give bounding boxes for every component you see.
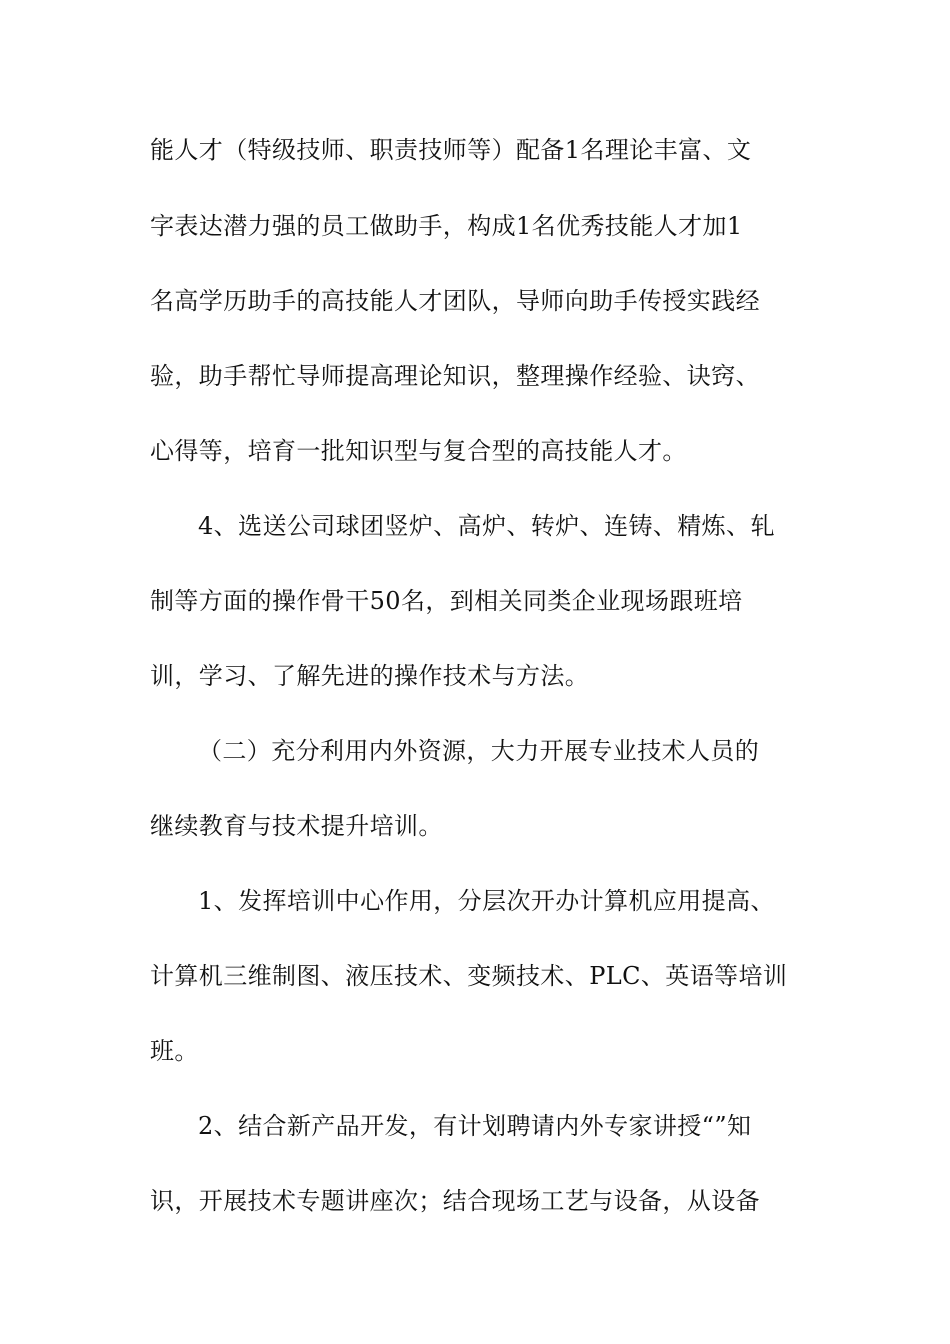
paragraph-line: 4、选送公司球团竖炉、高炉、转炉、连铸、精炼、轧 — [198, 512, 775, 540]
paragraph-line: 2、结合新产品开发，有计划聘请内外专家讲授“”知 — [198, 1112, 752, 1140]
paragraph-line: 班。 — [150, 1037, 199, 1065]
paragraph-line: 名高学历助手的高技能人才团队，导师向助手传授实践经 — [150, 287, 760, 315]
paragraph-line: 验，助手帮忙导师提高理论知识，整理操作经验、诀窍、 — [150, 362, 760, 390]
paragraph-line: 计算机三维制图、液压技术、变频技术、PLC、英语等培训 — [150, 962, 788, 990]
paragraph-line: 识，开展技术专题讲座次；结合现场工艺与设备，从设备 — [150, 1187, 760, 1215]
paragraph-line: 心得等，培育一批知识型与复合型的高技能人才。 — [150, 437, 687, 465]
paragraph-line: 1、发挥培训中心作用，分层次开办计算机应用提高、 — [198, 887, 775, 915]
paragraph-line: 训，学习、了解先进的操作技术与方法。 — [150, 662, 590, 690]
section-heading-line: 继续教育与技术提升培训。 — [150, 812, 443, 840]
paragraph-line: 制等方面的操作骨干50名，到相关同类企业现场跟班培 — [150, 587, 743, 615]
paragraph-line: 能人才（特级技师、职责技师等）配备1名理论丰富、文 — [150, 136, 752, 164]
paragraph-line: 字表达潜力强的员工做助手，构成1名优秀技能人才加1 — [150, 212, 743, 240]
section-heading-line: （二）充分利用内外资源，大力开展专业技术人员的 — [198, 737, 760, 765]
